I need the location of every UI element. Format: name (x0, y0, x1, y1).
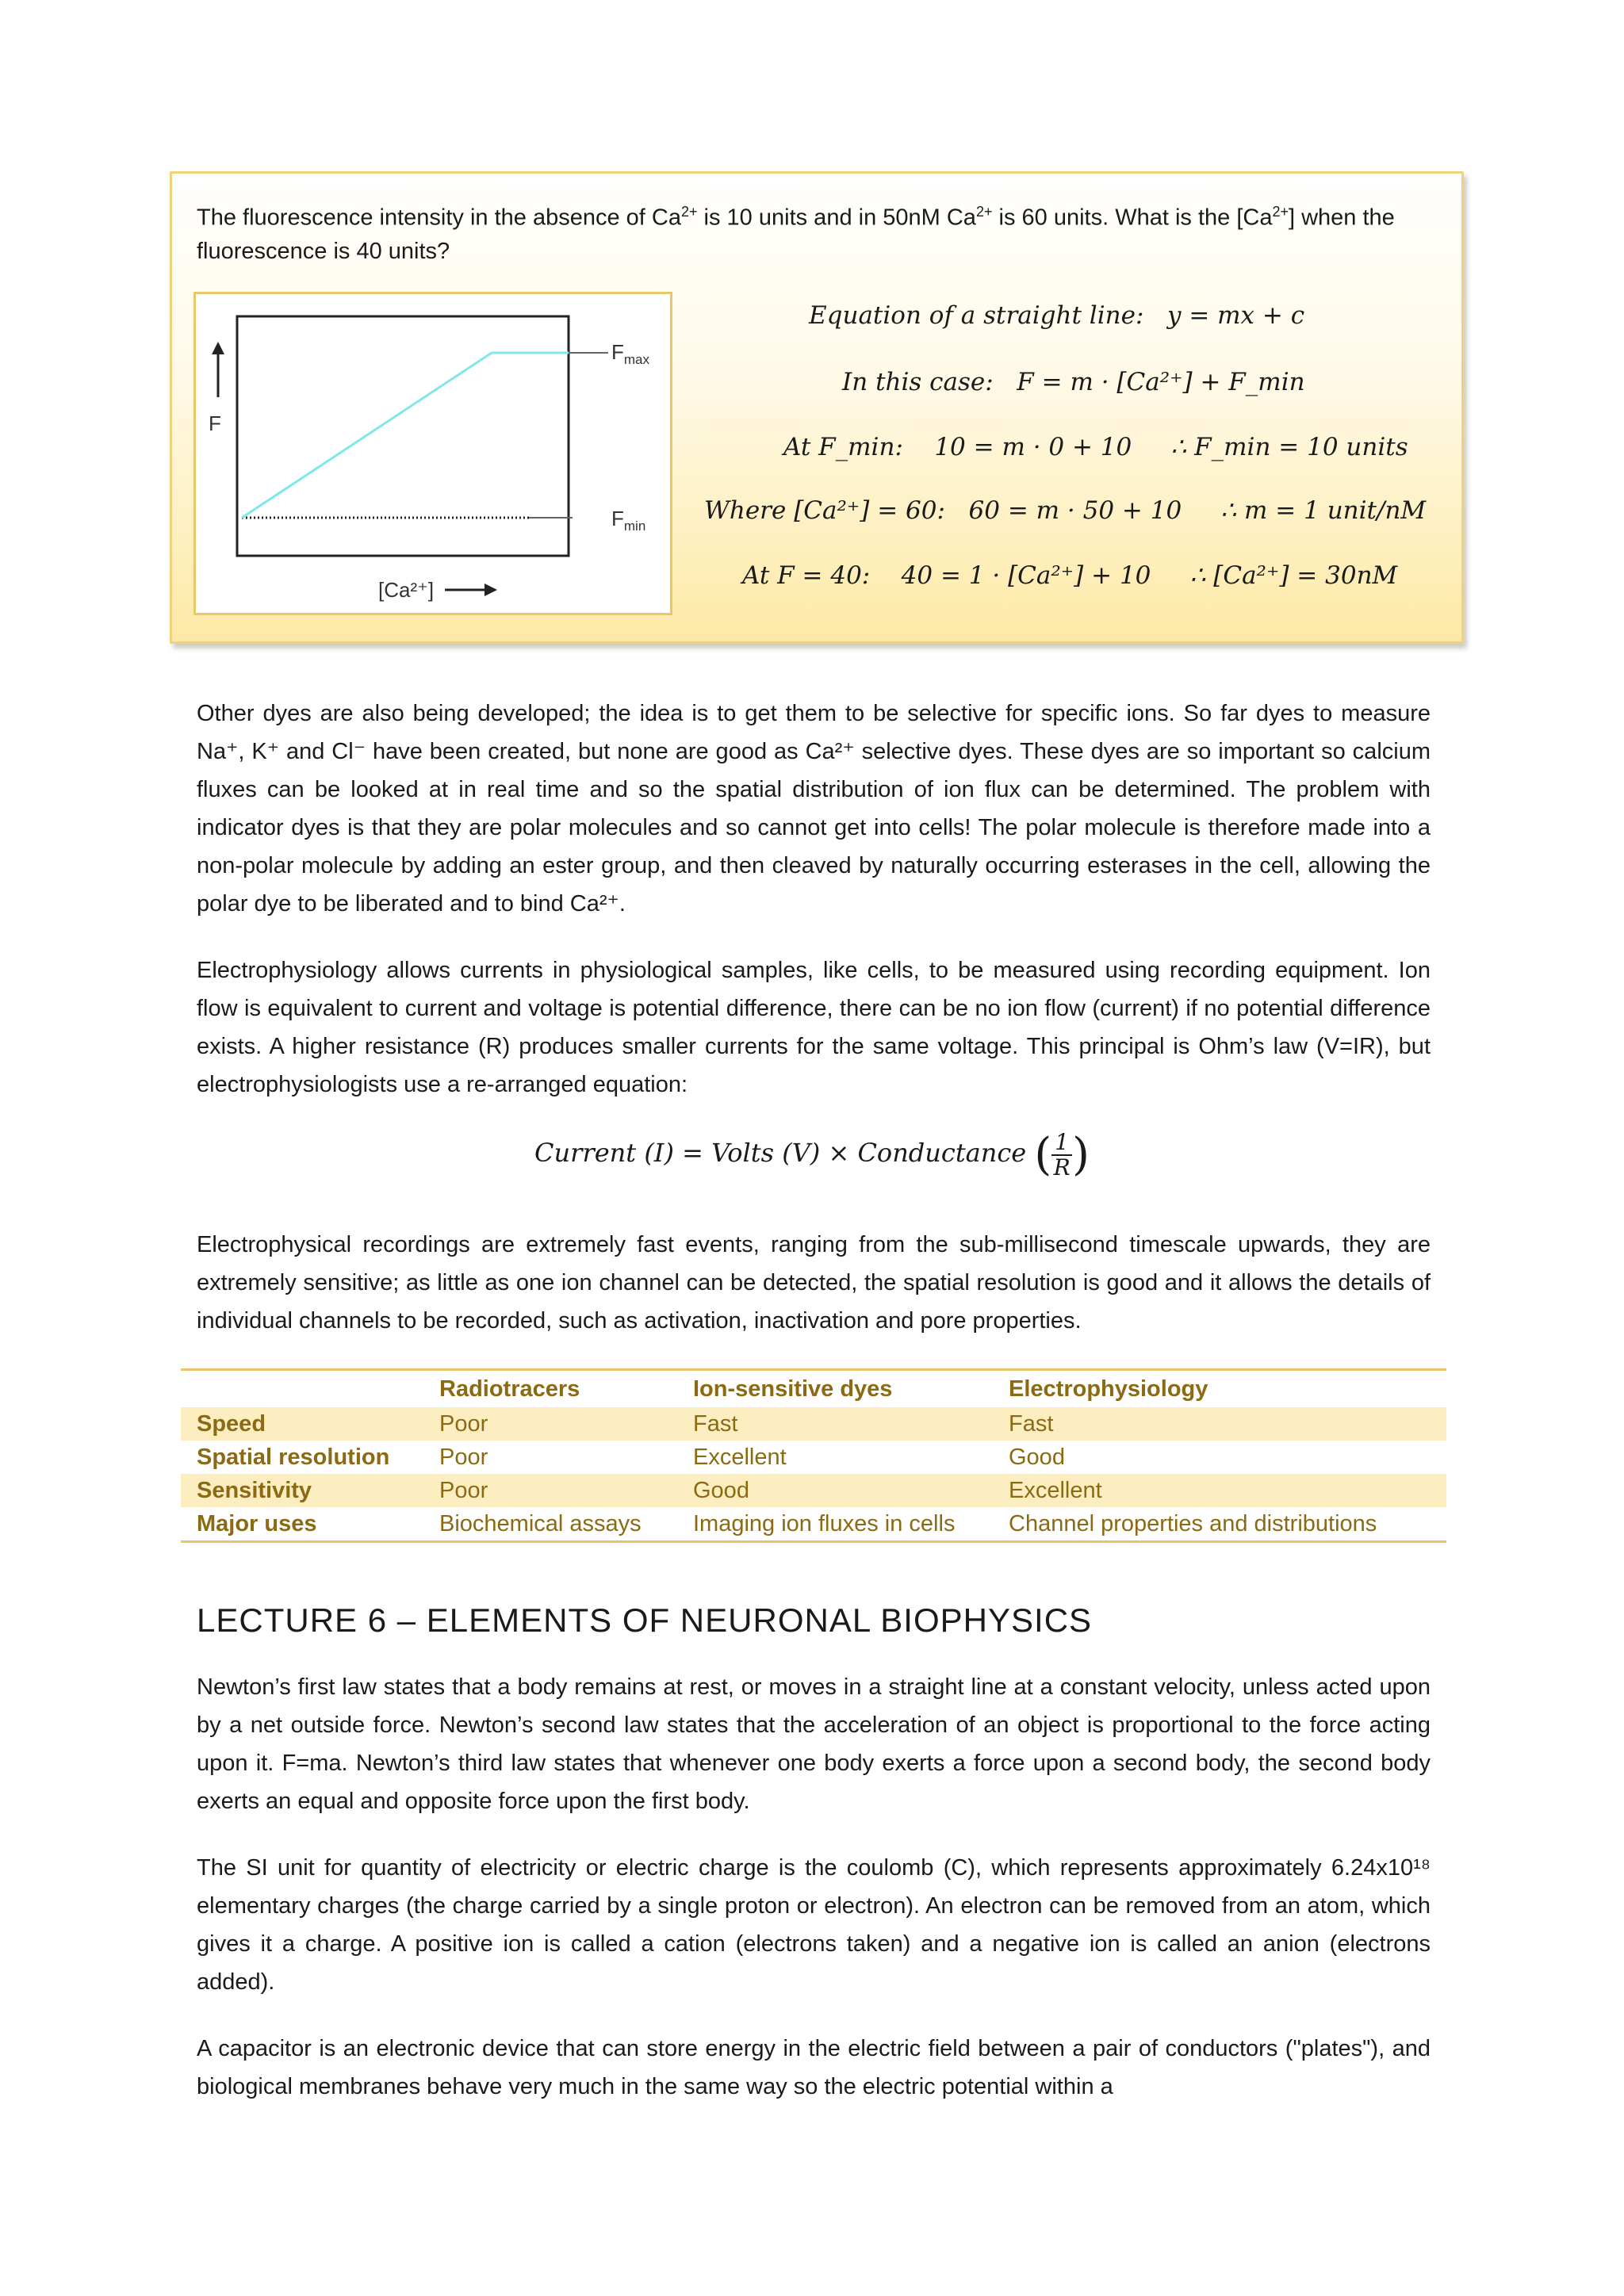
paragraph-capacitor: A capacitor is an electronic device that can store energy in the electric field between a pair of conductors ("plates"), and biological membranes behave very much in the same way so the electric potential within a (197, 2036, 1431, 2099)
y-axis-label: F (209, 411, 221, 435)
equation-line-3: At F_min: 10 = m · 0 + 10 ∴ F_min = 10 units (783, 433, 1408, 461)
paragraph-coulomb: The SI unit for quantity of electricity or electric charge is the coulomb (C), which represents approximately 6.24x10¹⁸ elementary charges (the charge carried by a single proton or electron). An electron can be removed from an atom, which gives it a charge. A positive ion is called a cation (electrons taken) and a negative ion is called an anion (electrons added). (197, 1855, 1431, 1995)
ohms-law-formula: Current (I) = Volts (V) × Conductance ( $\frac{1}{R}$) (534, 1128, 1090, 1181)
table-row: Major uses Biochemical assays Imaging ion fluxes in cells Channel properties and distributions (197, 1510, 1377, 1536)
fluorescence-graph (196, 294, 670, 613)
equation-line-4: Where [Ca²⁺] = 60: 60 = m · 50 + 10 ∴ m = 1 unit/nM (704, 496, 1427, 525)
x-axis-label: [Ca²⁺] (378, 578, 435, 602)
lecture-heading: LECTURE 6 – ELEMENTS OF NEURONAL BIOPHYSICS (197, 1601, 1093, 1639)
table-header-row: Radiotracers Ion-sensitive dyes Electrophysiology (439, 1376, 1208, 1402)
table-row: Speed Poor Fast Fast (181, 1407, 1446, 1441)
equation-line-1: Equation of a straight line: y = mx + c (809, 301, 1305, 330)
paragraph-electrophysiology: Electrophysiology allows currents in physiological samples, like cells, to be measured using recording equipment. Ion flow is equivalent to current and voltage is potential difference, there can be no ion flow (current) if no potential difference exists. A higher resistance (R) produces smaller currents for the same voltage. This principal is Ohm’s law (V=IR), but electrophysiologists use a re-arranged equation: (197, 958, 1431, 1097)
x-arrow-head (485, 584, 497, 596)
table-row: Spatial resolution Poor Excellent Good (197, 1444, 1065, 1470)
comparison-table (181, 1368, 1446, 1543)
fluorescence-rise-line (242, 353, 492, 518)
fmax-label: $F_{max}$ (611, 340, 650, 367)
equation-line-5: At F = 40: 40 = 1 · [Ca²⁺] + 10 ∴ [Ca²⁺] = 30nM (742, 561, 1398, 590)
question-text: The fluorescence intensity in the absence of $Ca^{2+}$ is 10 units and in 50nM $Ca^{2+}$ is 60 units. What is the $[Ca^{2+}]$ when the fluorescence is 40 units? (197, 204, 1395, 264)
fluorescence-figure (193, 292, 672, 615)
paragraph-dyes: Other dyes are also being developed; the idea is to get them to be selective for specific ions. So far dyes to measure Na⁺, K⁺ and Cl⁻ have been created, but none are good as Ca²⁺ selective dyes. These dyes are so important so calcium fluxes can be looked at in real time and so the spatial distribution of ion flux can be determined. The problem with indicator dyes is that they are polar molecules and so cannot get into cells! The polar molecule is therefore made into a non-polar molecule by adding an ester group, and then cleaved by naturally occurring esterases in the cell, allowing the polar dye to be liberated and to bind Ca²⁺. (197, 701, 1431, 916)
paragraph-newton: Newton’s first law states that a body remains at rest, or moves in a straight line at a constant velocity, unless acted upon by a net outside force. Newton’s second law states that the acceleration of an object is proportional to the force acting upon it. F=ma. Newton’s third law states that whenever one body exerts a force upon a second body, the second body exerts an equal and opposite force upon the first body. (197, 1674, 1431, 1814)
fmin-label: $F_{min}$ (611, 507, 646, 534)
paragraph-recordings: Electrophysical recordings are extremely fast events, ranging from the sub-millisecond timescale upwards, they are extremely sensitive; as little as one ion channel can be detected, the spatial resolution is good and it allows the details of individual channels to be recorded, such as activation, inactivation and pore properties. (197, 1232, 1431, 1334)
y-arrow-head (212, 342, 224, 354)
equation-line-2: In this case: F = m · [Ca²⁺] + F_min (842, 368, 1305, 396)
table-row: Sensitivity Poor Good Excellent (181, 1474, 1446, 1507)
